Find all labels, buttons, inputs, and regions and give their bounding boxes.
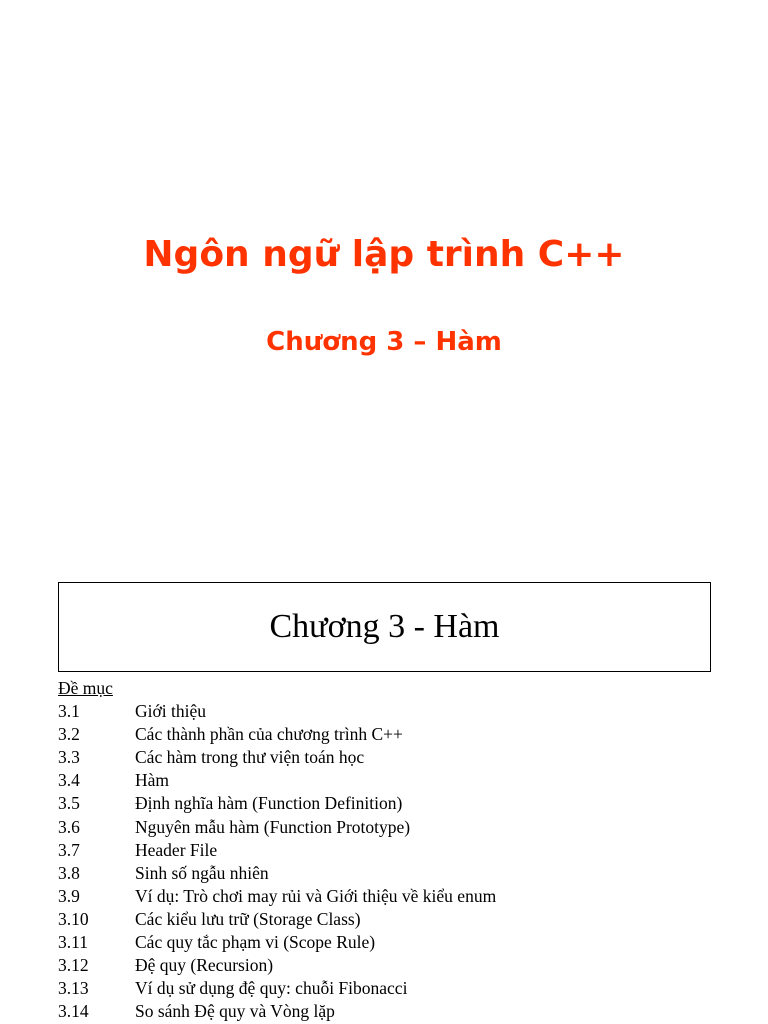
toc-item — [58, 839, 718, 862]
toc-list — [58, 700, 718, 1023]
toc-item — [58, 954, 718, 977]
toc-item — [58, 746, 718, 769]
toc-item-text: Hàm — [135, 770, 170, 791]
toc-item — [58, 977, 718, 1000]
toc-item — [58, 1000, 718, 1023]
toc-item-number: 3.11 — [58, 932, 88, 953]
chapter-title-box — [58, 582, 711, 672]
toc-item — [58, 723, 718, 746]
toc-item-text: Các hàm trong thư viện toán học — [135, 747, 365, 768]
toc-item-text: Ví dụ: Trò chơi may rủi và Giới thiệu về kiểu enum — [135, 885, 497, 906]
toc-item — [58, 816, 718, 839]
toc-item-number: 3.9 — [58, 885, 80, 906]
toc-item-text: Ví dụ sử dụng đệ quy: chuỗi Fibonacci — [135, 978, 408, 999]
toc-item-text: Giới thiệu — [135, 701, 206, 722]
toc-item-number: 3.1 — [58, 701, 80, 722]
toc-item-text: Các quy tắc phạm vi (Scope Rule) — [135, 932, 376, 953]
table-of-contents — [58, 677, 718, 1023]
toc-item-number: 3.7 — [58, 839, 80, 860]
toc-item-number: 3.13 — [58, 978, 89, 999]
slide-title: Ngôn ngữ lập trình C++ — [143, 234, 625, 275]
toc-item-text: Nguyên mẫu hàm (Function Prototype) — [135, 816, 411, 837]
toc-item — [58, 931, 718, 954]
toc-item-text: Các kiểu lưu trữ (Storage Class) — [135, 908, 361, 929]
toc-item-text: Các thành phần của chương trình C++ — [135, 724, 403, 745]
toc-item-text: Đệ quy (Recursion) — [135, 955, 274, 976]
toc-item — [58, 769, 718, 792]
toc-item-text: Header File — [135, 839, 218, 860]
toc-item-number: 3.6 — [58, 816, 80, 837]
toc-item — [58, 862, 718, 885]
toc-item-text: So sánh Đệ quy và Vòng lặp — [135, 1001, 335, 1022]
toc-item-number: 3.10 — [58, 908, 89, 929]
toc-item-number: 3.4 — [58, 770, 80, 791]
toc-item-number: 3.8 — [58, 862, 80, 883]
toc-item-number: 3.3 — [58, 747, 80, 768]
toc-item — [58, 908, 718, 931]
toc-item — [58, 792, 718, 815]
toc-item — [58, 700, 718, 723]
toc-item-number: 3.12 — [58, 955, 89, 976]
slide-subtitle: Chương 3 – Hàm — [266, 327, 502, 357]
toc-item-text: Sinh số ngẫu nhiên — [135, 862, 269, 883]
toc-item — [58, 885, 718, 908]
toc-heading: Đề mục — [58, 678, 113, 698]
toc-item-number: 3.2 — [58, 724, 80, 745]
toc-item-number: 3.14 — [58, 1001, 89, 1022]
chapter-title: Chương 3 - Hàm — [269, 608, 500, 645]
toc-item-text: Định nghĩa hàm (Function Definition) — [135, 793, 403, 814]
toc-item-number: 3.5 — [58, 793, 80, 814]
